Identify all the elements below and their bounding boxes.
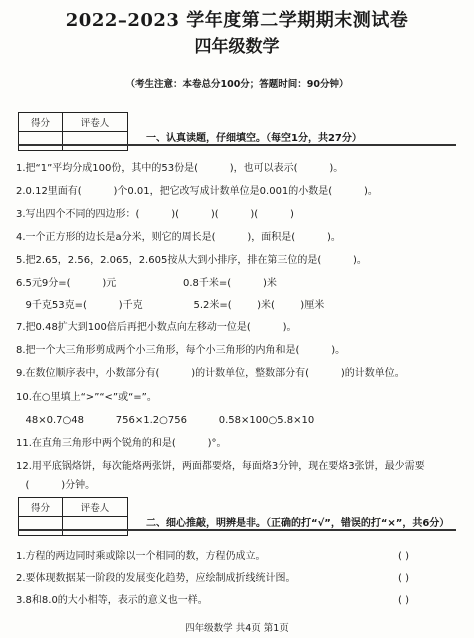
judge-answer-3[interactable]: ( ): [398, 595, 409, 606]
judge-question-2: 2.要体现数据某一阶段的发展变化趋势，应绘制成折线统计图。: [16, 573, 296, 584]
grader-label: 评卷人: [63, 113, 128, 132]
page-footer: 四年级数学 共4页 第1页: [185, 623, 289, 634]
judge-answer-2[interactable]: ( ): [398, 573, 409, 584]
section-1-divider: [18, 144, 456, 146]
exam-note: （考生注意：本卷总分100分；答题时间：90分钟）: [125, 79, 349, 90]
question-5: 5.把2.65，2.56，2.065，2.605按从大到小排序，排在第三位的是( )。: [16, 255, 367, 266]
section-2-divider: [18, 529, 456, 531]
question-8: 8.把一个大三角形剪成两个小三角形，每个小三角形的内角和是( )。: [16, 345, 346, 356]
question-12-cont: ( )分钟。: [16, 480, 96, 491]
grader-cell[interactable]: [63, 517, 128, 536]
score-label: 得分: [19, 498, 63, 517]
question-9: 9.在数位顺序表中，小数部分有( )的计数单位，整数部分有( )的计数单位。: [16, 368, 405, 379]
section-2-heading: 二、细心推敲，明辨是非。（正确的打“√”，错误的打“×”，共6分）: [146, 518, 450, 529]
question-11: 11.在直角三角形中两个锐角的和是( )°。: [16, 438, 227, 449]
question-12: 12.用平底锅烙饼，每次能烙两张饼，两面都要烙，每面烙3分钟，现在要烙3张饼，最少需要: [16, 461, 425, 472]
question-3: 3.写出四个不同的四边形：( )( )( )( ): [16, 209, 294, 220]
score-label: 得分: [19, 113, 63, 132]
question-10-items: 48×0.7○48 756×1.2○756 0.58×100○5.8×10: [16, 415, 315, 426]
question-7: 7.把0.48扩大到100倍后再把小数点向左移动一位是( )。: [16, 322, 297, 333]
exam-title: 2022–2023 学年度第二学期期末测试卷: [65, 10, 409, 31]
question-6b: 9千克53克=( )千克 5.2米=( )米( )厘米: [16, 300, 325, 311]
judge-question-3: 3.8和8.0的大小相等，表示的意义也一样。: [16, 595, 208, 606]
question-6a: 6.5元9分=( )元 0.8千米=( )米: [16, 278, 277, 289]
judge-question-1: 1.方程的两边同时乘或除以一个相同的数，方程仍成立。: [16, 551, 266, 562]
grader-cell[interactable]: [63, 132, 128, 151]
question-10: 10.在○里填上“>”“<”或“=”。: [16, 392, 157, 403]
score-cell[interactable]: [19, 132, 63, 151]
question-1: 1.把“1”平均分成100份，其中的53份是( )，也可以表示( )。: [16, 163, 344, 174]
section-1-heading: 一、认真读题，仔细填空。（每空1分，共27分）: [146, 133, 362, 144]
question-4: 4.一个正方形的边长是a分米，则它的周长是( )，面积是( )。: [16, 232, 341, 243]
grader-label: 评卷人: [63, 498, 128, 517]
question-2: 2.0.12里面有( )个0.01，把它改写成计数单位是0.001的小数是( )。: [16, 186, 378, 197]
exam-subtitle: 四年级数学: [194, 37, 280, 57]
score-cell[interactable]: [19, 517, 63, 536]
judge-answer-1[interactable]: ( ): [398, 551, 409, 562]
